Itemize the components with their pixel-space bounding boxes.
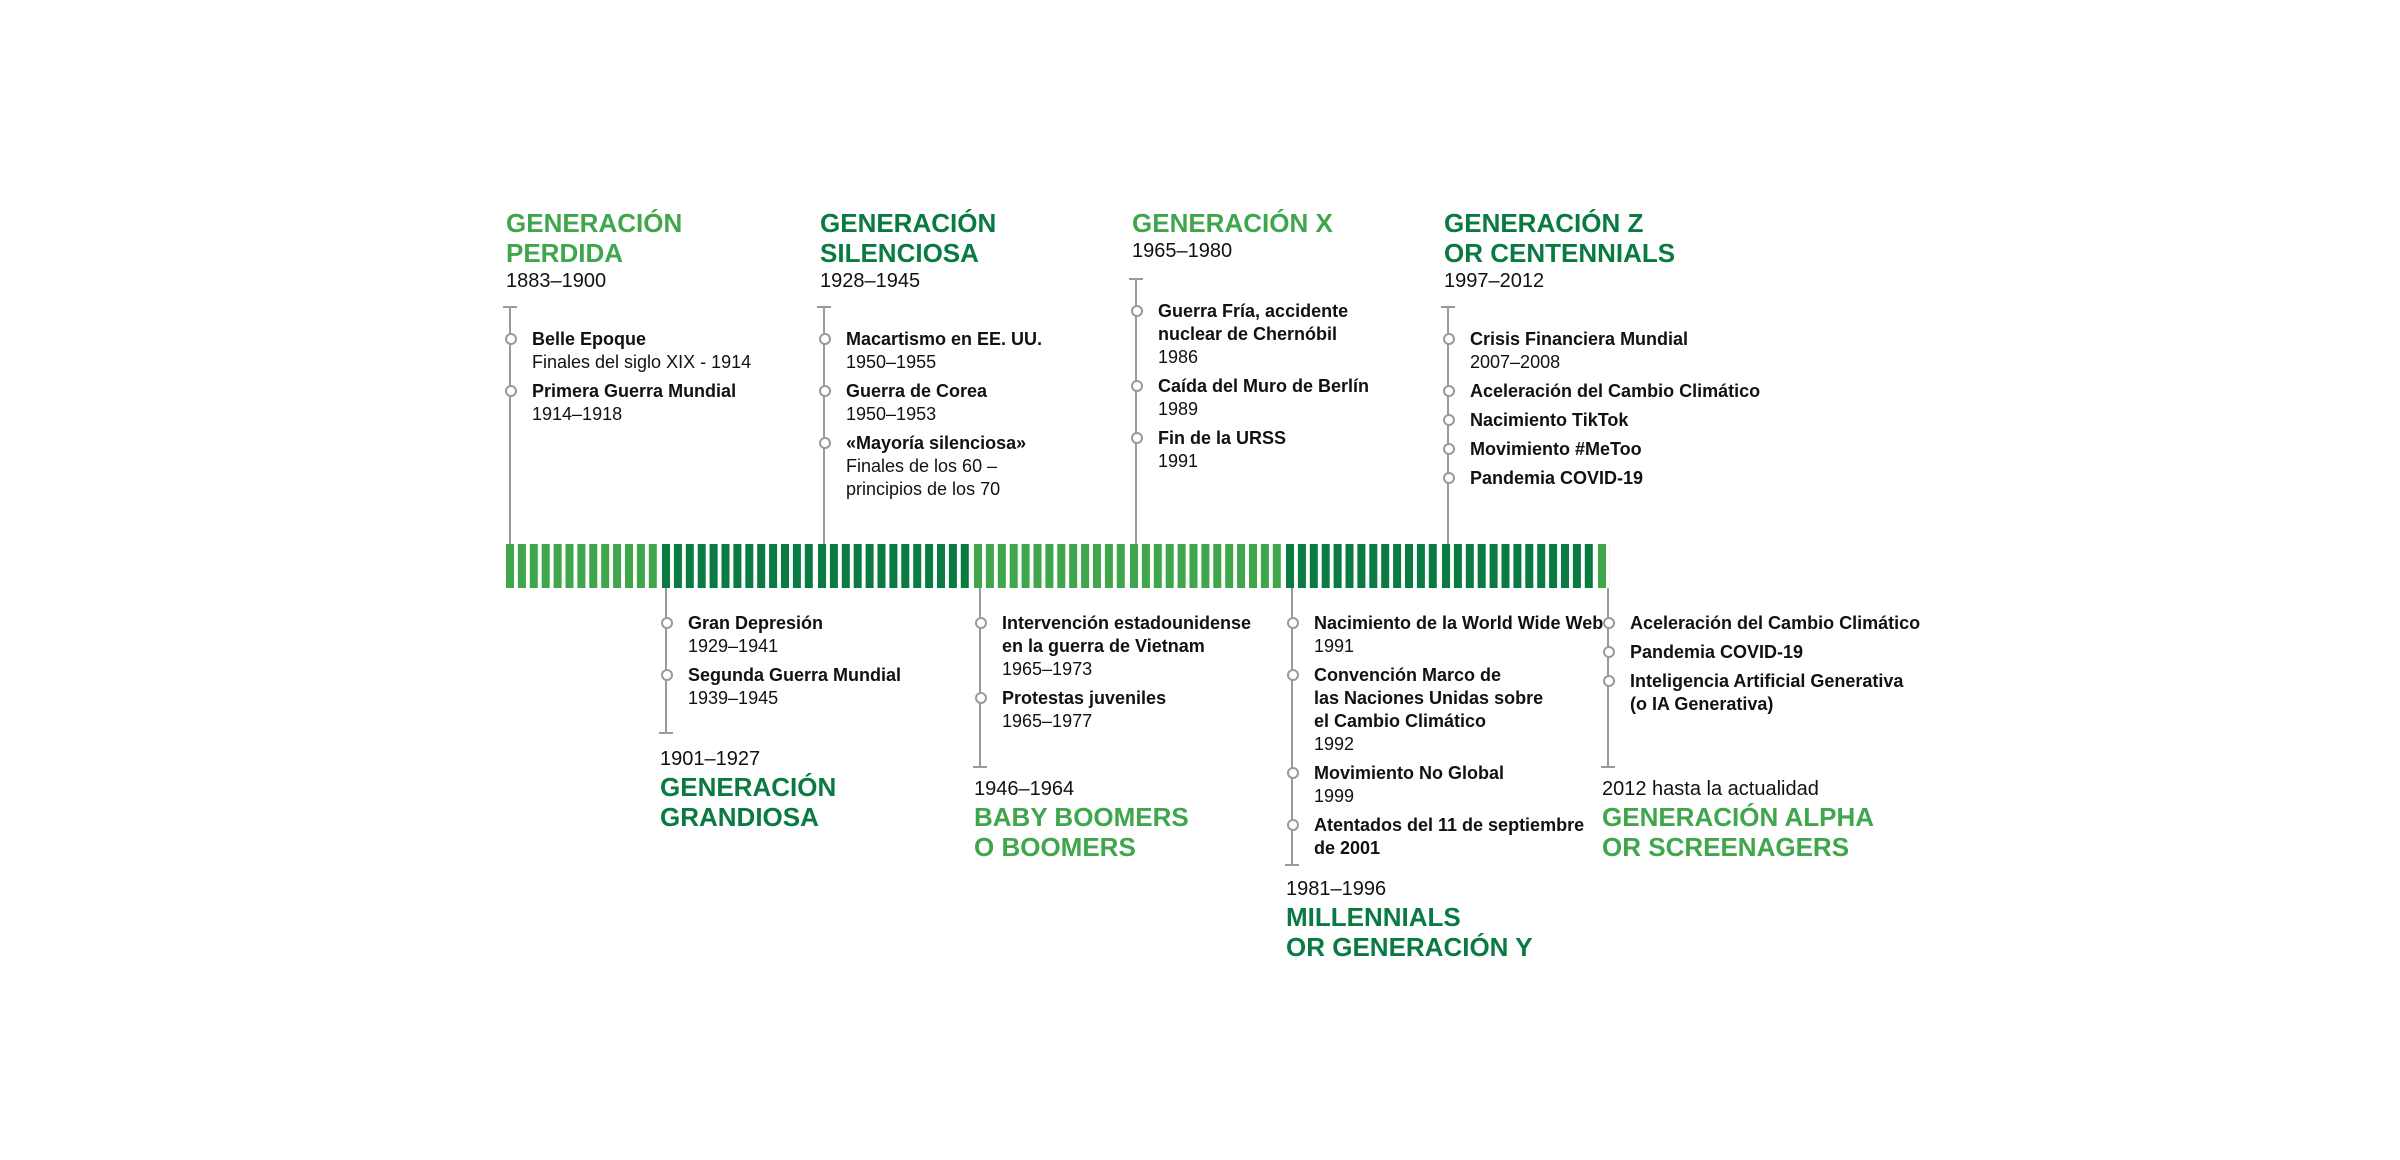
event-name: Segunda Guerra Mundial (688, 665, 902, 685)
timeline-stripe (1393, 544, 1401, 588)
generation-title: GENERACIÓN X (1132, 208, 1333, 238)
event-dot (819, 333, 831, 345)
timeline-stripe (757, 544, 765, 588)
timeline-stripe (1442, 544, 1450, 588)
timeline-stripe (1585, 544, 1593, 588)
timeline-stripe (589, 544, 597, 588)
timeline-stripe (1513, 544, 1521, 588)
event-item (980, 687, 1251, 733)
connector-cap (817, 306, 831, 308)
generation-years: 1946–1964 (974, 778, 1075, 800)
event-item (666, 612, 901, 658)
generation-title: GENERACIÓN GRANDIOSA (660, 772, 837, 832)
event-item (1292, 762, 1603, 808)
generation-years: 1901–1927 (660, 748, 761, 770)
timeline-stripe (1310, 544, 1318, 588)
event-dot (505, 385, 517, 397)
timeline-stripe (1417, 544, 1425, 588)
timeline-stripe (601, 544, 609, 588)
timeline-stripe (1573, 544, 1581, 588)
event-date: 1939–1945 (688, 688, 779, 708)
timeline-stripe (637, 544, 645, 588)
event-name: Pandemia COVID-19 (1630, 642, 1804, 662)
event-item (1448, 467, 1760, 490)
event-date: 1989 (1158, 399, 1199, 419)
event-item (1136, 427, 1369, 473)
generation-title: GENERACIÓN Z OR CENTENNIALS (1444, 208, 1676, 268)
timeline-stripe (530, 544, 538, 588)
connector-cap (973, 766, 987, 768)
timeline-stripe (1190, 544, 1198, 588)
timeline-stripe (1466, 544, 1474, 588)
event-item (1448, 380, 1760, 403)
timeline-stripe (649, 544, 657, 588)
event-item (980, 612, 1251, 681)
timeline-stripe (1429, 544, 1437, 588)
timeline-stripe (986, 544, 994, 588)
event-date: 1950–1953 (846, 404, 937, 424)
timeline-stripe (1598, 544, 1606, 588)
timeline-segment (1286, 544, 1437, 588)
timeline-stripe (1166, 544, 1174, 588)
generation-title: GENERACIÓN PERDIDA (506, 208, 683, 268)
event-item (1292, 814, 1603, 860)
timeline-stripe (1154, 544, 1162, 588)
timeline-stripe (686, 544, 694, 588)
event-date: 1914–1918 (532, 404, 623, 424)
timeline-stripe (1117, 544, 1125, 588)
timeline-stripe (901, 544, 909, 588)
timeline-stripe (1454, 544, 1462, 588)
generation-perdida-header (506, 208, 682, 294)
event-date: 1992 (1314, 734, 1355, 754)
event-dot (1287, 617, 1299, 629)
timeline-stripe (722, 544, 730, 588)
event-date: 1950–1955 (846, 352, 937, 372)
event-date: 1991 (1314, 636, 1355, 656)
timeline-stripe (1237, 544, 1245, 588)
event-name: Protestas juveniles (1002, 688, 1167, 708)
timeline-stripe (1322, 544, 1330, 588)
timeline-stripe (998, 544, 1006, 588)
event-date: 1999 (1314, 786, 1355, 806)
timeline-stripe (613, 544, 621, 588)
event-dot (819, 385, 831, 397)
event-name: Inteligencia Artificial Generativa (o IA Generativa) (1630, 671, 1904, 714)
event-item (824, 328, 1042, 374)
timeline-stripe (1130, 544, 1138, 588)
timeline-stripe (1213, 544, 1221, 588)
connector-cap (1129, 278, 1143, 280)
event-name: Aceleración del Cambio Climático (1630, 613, 1921, 633)
connector-cap (503, 306, 517, 308)
event-item (1136, 300, 1369, 369)
generation-grandiosa-events (666, 612, 901, 716)
timeline-stripe (925, 544, 933, 588)
timeline-stripe (1261, 544, 1269, 588)
event-date: Finales del siglo XIX - 1914 (532, 352, 752, 372)
timeline-segment (818, 544, 969, 588)
timeline-stripe (1057, 544, 1065, 588)
event-item (1292, 612, 1603, 658)
event-date: 1965–1977 (1002, 711, 1093, 731)
generation-boomers-header (974, 776, 1189, 862)
generation-years: 1928–1945 (820, 270, 921, 292)
event-date: 1929–1941 (688, 636, 779, 656)
timeline-stripe (1490, 544, 1498, 588)
event-name: Convención Marco de las Naciones Unidas sobre el Cambio Climático (1314, 665, 1544, 731)
timeline-stripe (1034, 544, 1042, 588)
timeline-stripe (854, 544, 862, 588)
event-dot (1131, 432, 1143, 444)
timeline-stripe (830, 544, 838, 588)
timeline-segment (1442, 544, 1593, 588)
timeline-stripe (1105, 544, 1113, 588)
timeline-stripe (913, 544, 921, 588)
timeline-stripe (1298, 544, 1306, 588)
timeline-stripe (1093, 544, 1101, 588)
timeline-stripe (1381, 544, 1389, 588)
timeline-stripe (1178, 544, 1186, 588)
event-dot (1287, 669, 1299, 681)
timeline-segment (1598, 544, 1610, 588)
generation-title: BABY BOOMERS O BOOMERS (974, 802, 1189, 862)
event-name: Belle Epoque (532, 329, 647, 349)
event-name: Atentados del 11 de septiembre de 2001 (1314, 815, 1585, 858)
event-dot (1603, 617, 1615, 629)
event-item (1608, 670, 1920, 716)
event-date: 1986 (1158, 347, 1199, 367)
event-name: Caída del Muro de Berlín (1158, 376, 1370, 396)
event-item (824, 380, 1042, 426)
event-name: Guerra Fría, accidente nuclear de Chernóbil (1158, 301, 1349, 344)
generation-years: 1997–2012 (1444, 270, 1545, 292)
timeline-stripe (1081, 544, 1089, 588)
generation-title: GENERACIÓN SILENCIOSA (820, 208, 997, 268)
event-item (1608, 612, 1920, 635)
event-dot (1603, 675, 1615, 687)
generation-title: GENERACIÓN ALPHA OR SCREENAGERS (1602, 802, 1875, 862)
connector-cap (1601, 766, 1615, 768)
event-date: 1991 (1158, 451, 1199, 471)
timeline-stripe (1045, 544, 1053, 588)
timeline-stripe (542, 544, 550, 588)
event-dot (1443, 472, 1455, 484)
event-dot (661, 669, 673, 681)
timeline-stripe (710, 544, 718, 588)
event-item (510, 328, 751, 374)
timeline-stripe (1502, 544, 1510, 588)
generation-years: 1883–1900 (506, 270, 607, 292)
timeline-segment (662, 544, 813, 588)
event-dot (1603, 646, 1615, 658)
generation-perdida-events (510, 328, 751, 432)
timeline-stripe (1478, 544, 1486, 588)
timeline-stripe (1537, 544, 1545, 588)
event-dot (975, 617, 987, 629)
event-item (824, 432, 1042, 501)
timeline-segment (974, 544, 1125, 588)
event-name: Fin de la URSS (1158, 428, 1287, 448)
event-dot (1287, 767, 1299, 779)
timeline-stripe (566, 544, 574, 588)
generation-years: 2012 hasta la actualidad (1602, 778, 1819, 800)
event-item (1136, 375, 1369, 421)
timeline-stripe (577, 544, 585, 588)
event-item (1448, 438, 1760, 461)
event-name: Movimiento No Global (1314, 763, 1505, 783)
timeline-stripe (1357, 544, 1365, 588)
event-dot (1131, 305, 1143, 317)
event-dot (1443, 414, 1455, 426)
generation-silenciosa-events (824, 328, 1042, 507)
timeline-stripe (949, 544, 957, 588)
timeline-stripe (1249, 544, 1257, 588)
event-item (1292, 664, 1603, 756)
timeline-stripe (1273, 544, 1281, 588)
timeline-stripe (518, 544, 526, 588)
generation-silenciosa-header (820, 208, 996, 294)
event-date: 2007–2008 (1470, 352, 1561, 372)
timeline-stripe (818, 544, 826, 588)
timeline-stripe (674, 544, 682, 588)
generation-z-header (1444, 208, 1675, 294)
event-dot (1443, 333, 1455, 345)
event-item (1608, 641, 1920, 664)
event-dot (1443, 443, 1455, 455)
event-date: 1965–1973 (1002, 659, 1093, 679)
timeline-stripe (1010, 544, 1018, 588)
event-dot (505, 333, 517, 345)
event-dot (661, 617, 673, 629)
event-item (666, 664, 901, 710)
generation-z-events (1448, 328, 1760, 496)
generation-alpha-events (1608, 612, 1920, 722)
timeline-stripe (733, 544, 741, 588)
connector-cap (659, 732, 673, 734)
timeline-stripe (506, 544, 514, 588)
timeline-stripe (866, 544, 874, 588)
timeline-stripe (781, 544, 789, 588)
event-name: Aceleración del Cambio Climático (1470, 381, 1761, 401)
timeline-stripe (1561, 544, 1569, 588)
timeline-stripe (1142, 544, 1150, 588)
event-name: Movimiento #MeToo (1470, 439, 1642, 459)
timeline-stripe (554, 544, 562, 588)
event-name: «Mayoría silenciosa» (846, 433, 1027, 453)
timeline-bar (506, 544, 1610, 588)
timeline-stripe (1286, 544, 1294, 588)
generation-x-header (1132, 208, 1333, 264)
timeline-stripe (889, 544, 897, 588)
event-name: Pandemia COVID-19 (1470, 468, 1644, 488)
generation-millennials-header (1286, 876, 1533, 962)
timeline-stripe (1405, 544, 1413, 588)
timeline-stripe (805, 544, 813, 588)
connector-cap (1441, 306, 1455, 308)
event-dot (1287, 819, 1299, 831)
timeline-stripe (1369, 544, 1377, 588)
event-item (1448, 409, 1760, 432)
generation-years: 1965–1980 (1132, 240, 1233, 262)
timeline-stripe (878, 544, 886, 588)
timeline-stripe (1069, 544, 1077, 588)
event-name: Nacimiento TikTok (1470, 410, 1629, 430)
event-name: Nacimiento de la World Wide Web (1314, 613, 1604, 633)
event-item (510, 380, 751, 426)
generation-x-events (1136, 300, 1369, 479)
event-name: Intervención estadounidense en la guerra de Vietnam (1002, 613, 1252, 656)
generation-title: MILLENNIALS OR GENERACIÓN Y (1286, 902, 1533, 962)
generation-millennials-events (1292, 612, 1603, 866)
event-name: Primera Guerra Mundial (532, 381, 737, 401)
timeline-stripe (961, 544, 969, 588)
event-name: Gran Depresión (688, 613, 824, 633)
timeline-stripe (698, 544, 706, 588)
timeline-stripe (1549, 544, 1557, 588)
timeline-stripe (745, 544, 753, 588)
timeline-stripe (1334, 544, 1342, 588)
event-dot (819, 437, 831, 449)
event-name: Crisis Financiera Mundial (1470, 329, 1689, 349)
event-dot (1443, 385, 1455, 397)
event-dot (975, 692, 987, 704)
timeline-stripe (1525, 544, 1533, 588)
timeline-stripe (974, 544, 982, 588)
generation-alpha-header (1602, 776, 1874, 862)
timeline-stripe (1022, 544, 1030, 588)
event-dot (1131, 380, 1143, 392)
timeline-segment (1130, 544, 1281, 588)
timeline-stripe (769, 544, 777, 588)
timeline-stripe (842, 544, 850, 588)
generation-years: 1981–1996 (1286, 878, 1387, 900)
generation-boomers-events (980, 612, 1251, 739)
timeline-segment (506, 544, 657, 588)
timeline-stripe (1225, 544, 1233, 588)
event-name: Macartismo en EE. UU. (846, 329, 1043, 349)
event-item (1448, 328, 1760, 374)
timeline-stripe (937, 544, 945, 588)
generation-grandiosa-header (660, 746, 836, 832)
timeline-stripe (662, 544, 670, 588)
event-date: Finales de los 60 – principios de los 70 (846, 456, 1001, 499)
event-name: Guerra de Corea (846, 381, 988, 401)
timeline-stripe (793, 544, 801, 588)
timeline-stripe (625, 544, 633, 588)
timeline-stripe (1201, 544, 1209, 588)
timeline-stripe (1346, 544, 1354, 588)
